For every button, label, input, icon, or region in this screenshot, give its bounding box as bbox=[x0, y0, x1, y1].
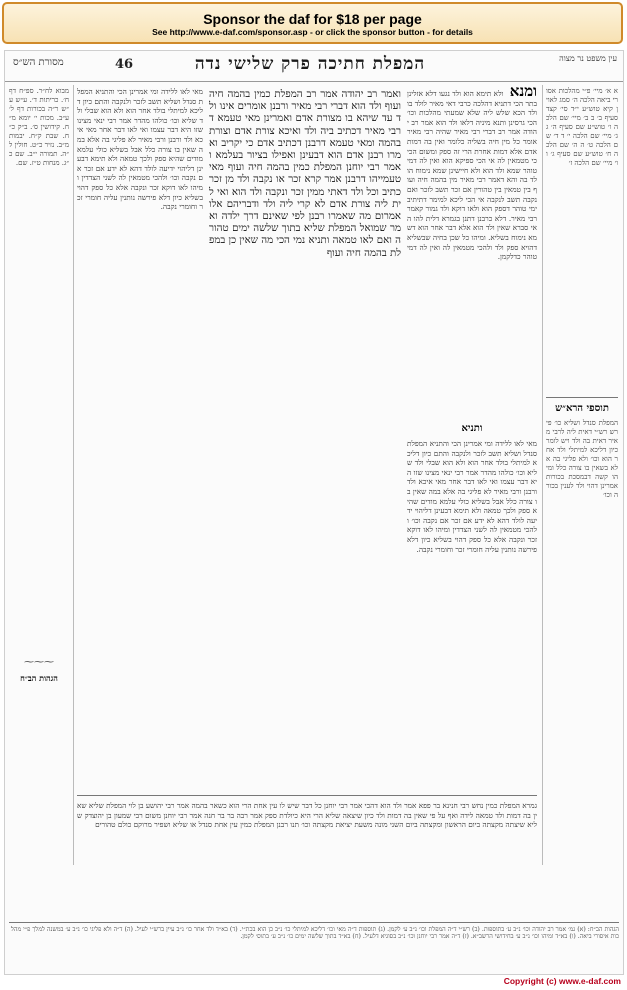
rashi-continuation-text: מאי לאו ללידה ומי אמרינן הכי והתניא המפלת סנדל ושליא תשב לזכר ולנקבה והתם כיון דליכא למיתלי בולד אחר הוא ולא הוא שבלי ולד שליא וכו׳ כולהו מהדר אמר רבי ינאי מצינו שזו היא דבר עצמו ואי לאו דבר אחר מאי איכא ולד ורבנן ורבי מאיר לא פליגי בה אלא במה שאין בו צורה כלל אבל בשליא כולי עלמא מודים שהיא ספק ולכך טמאה ולא תימא דבעינן דליהוי ידיעה לולד דהא לא ידע אם זכר אם נקבה וכו׳ ולהכי מטמאין לה לשני הצדדין ומיהו לאו דוקא זכר ונקבה אלא כל ספק דהוי בשליא כיון דלא פירשה נותנין עליה חומרי זכר וחומרי נקבה. bbox=[407, 439, 537, 554]
footnotes-divider bbox=[9, 922, 619, 923]
rashi-column bbox=[407, 87, 537, 417]
tosafot-harosh-text: המפלת סנדל ושליא כו׳ פירש רש״י דאית ליה לרבי מאיר דאית בה ולד ויש לומר כיון דליכא למיתלי ולד אחר הוא וכו׳ ולא פליגי בה אלא בשאין בו צורה כלל ומיהו קשה דבמסכת בכורות אמרינן דהוי ולד לענין בכורה וכו׳ bbox=[546, 419, 618, 499]
right-margin-column bbox=[546, 87, 618, 387]
rashi-continuation-column bbox=[407, 439, 537, 849]
masoret-hashas-label: מסורת הש״ס bbox=[13, 57, 64, 68]
left-margin-column bbox=[9, 87, 69, 857]
copyright-link[interactable]: Copyright (c) www.e-daf.com bbox=[503, 976, 621, 986]
rashi-lead-word: ומנא bbox=[509, 87, 537, 100]
page-header bbox=[5, 51, 623, 82]
talmud-page bbox=[4, 50, 624, 975]
bottom-section bbox=[77, 801, 537, 919]
tosafot-harosh-heading: תוספי הרא״ש bbox=[555, 403, 609, 414]
tosafot-text: מאי לאו ללידה ומי אמרינן הכי והתניא המפלת סנדל ושליא תשב לזכר ולנקבה והתם כיון דליכא למיתלי בולד אחר הוא ולא הוא שבלי ולד שליא וכו׳ כולהו מהדר אמר רבי ינאי מצינו שזו היא דבר עצמו ואי לאו דבר אחר מאי איכא ולד ורבנן ורבי מאיר לא פליגי בה אלא במה שאין בו צורה כלל אבל בשליא כולי עלמא מודים שהיא ספק ולכך טמאה ולא תימא דבעינן דליהוי ידיעה לולד דהא לא ידע אם זכר אם נקבה וכו׳ ולהכי מטמאין לה לשני הצדדין ומיהו לאו דוקא זכר ונקבה אלא כל ספק דהוי בשליא כיון דלא פירשה נותנין עליה חומרי זכר וחומרי נקבה. bbox=[77, 87, 203, 212]
tosafot-harosh-divider bbox=[546, 397, 618, 398]
main-text: ואמר רב יהודה אמר רב המפלת כמין בהמה חיה ועוף ולד הוא דברי רבי מאיר ורבנן אומרים אינו ולד עד שיהא בו מצורת אדם ואמרינן מאי טעמא דרבי מאיר דכתיב ביה ולד ואיכא צורת אדם וצורת בהמה ומאי טעמא דרבנן דכתיב אדם כי יקריב ואמרו רבנן אדם הוא דבעינן ואפילו בציור בעלמא ואמר רבי יוחנן המפלת כמין בהמה חיה ועוף מאי טעמייהו דרבנן אמר קרא זכר או נקבה ולד מן זכר כתיב וכל ולד דאתי ממין זכר ונקבה ולד הוא ואי לית ליה צורת אדם לא קרי ליה ולד ודבריהם אלו אמרום מה שאמרו רבנן לפי שאינם דרך ילדה ואמר שמואל המפלת שליא בתוך שלשה ימים טהורה ואם לאו טמאה ותניא נמי הכי מה שאין כן במפלת בהמה חיה ועוף bbox=[209, 89, 401, 259]
sponsor-banner[interactable] bbox=[2, 2, 623, 44]
vetanya-heading: ותניא bbox=[461, 423, 483, 434]
tosafot-column bbox=[77, 87, 203, 857]
right-margin-rule bbox=[542, 85, 543, 865]
bottom-section-text: גמרא המפלת כמין נחש רבי חנינא בר פפא אמר ולד הוא דהכי אמר רבי יוחנן כל דבר שיש לו עין אחת הרי הוא כשאר בהמה אמר רבי יהושע בן לוי המפלת שליא שאין בה דמות ולד טמאה לידה ואף על פי שאין בה דמות ולד כיון שיצאה שליא הרי היא כיולדת ספק אמר רבה בר בר חנה אמר רבי יוחנן משום רבי שמעון בן יהוצדק שליא שיצתה מקצתה ביום הראשון ומקצתה ביום השני מונה משעת יציאת מקצתה וכו׳ תנו רבנן המפלת כמין עין אחת סנדל או שליא ושפיר מרוקם כולם טהורים bbox=[77, 801, 537, 830]
sponsor-subtitle[interactable]: See http://www.e-daf.com/sponsor.asp - or click the sponsor button - for details bbox=[152, 27, 473, 37]
footnotes: הגהות הב״ח: (א) גמ׳ אמר רב יהודה וכו׳ נ״ב ע׳ בתוספות. (ב) רש״י ד״ה המפלת וכו׳ נ״ב ע׳ לקמן. (ג) תוספות ד״ה מאי וכו׳ דליכא למיתלי כו׳ נ״ב כן הוא בכת״י. (ד) בא״ד ולד אחר כו׳ נ״ב עיין ברש״י לעיל. (ה) ד״ה ולא פליגי כו׳ נ״ב ע׳ במשנה למלך פ״י מהלכות איסורי ביאה. (ו) בא״ד ומיהו וכו׳ נ״ב ע׳ בחידושי הרשב״א. (ז) ד״ה אמר רבי יוחנן וכו׳ נ״ב בסוגיא דלעיל. (ח) בא״ד בתוך שלשה ימים כו׳ נ״ב ע׳ בתוס׳ לקמן. bbox=[11, 926, 619, 941]
right-margin-text: א א׳ מיי׳ פ״י מהלכות אסורי ביאה הלכה ה׳ סמג לאוין קיא טוש״ע י״ד סי׳ קצד סעיף ב׳ ב ב׳ מיי׳ שם הלכה ו׳ טוש״ע שם סעיף ה׳ ג ג׳ מיי׳ שם הלכה י׳ ד ד׳ שם הלכה ט׳ ה ה׳ שם הלכה ח׳ טוש״ע שם סעיף ג׳ ו ו׳ מיי׳ שם הלכה ז׳ bbox=[546, 87, 618, 167]
rashi-text: ולא תימא הוא ולד נגעו דלא אזלינן בתר הכי דתניא דהלכה כרבי דאי מאיר לולד בוולד הכא שלש ליה שלא שמעתי מהלכות וכו׳ הכי גרסינן ותנא מיניה דלאו ולד הוא אמר רב יהודה אמר רב דברי רבי מאיר שהיה רבי מאיר אומר כל מין חיה בשליה כלומר ואין בה דמות אדם אלא דמות אחרת הרי זה ספק ומשום הכי כי מטמאין לה אי הכי ספיקא הוא ואין לה דמי טוהר שמא ולד הוא ולא חיישינן שמא נימוח הולד בה והא דאמר רבי מאיר מין בהמה חיה ועוף בין טמאין בין טהורין אם זכר תשב לזכר ואם נקבה תשב לנקבה אי הכי ליכא למימר דתיתיב ימי טוהר דספק הוא ולאו דוקא ולד גמור קאמר רבי מאיר. דלא כרבנן דתנן בגמרא דלית להו האי סברא שאין ולד הוא אלא דבר אחר הוא דשמא נימוח בשליא. ומיהו כל שכן בחיה שבשליא דהויא ספק ולד ולהכי מטמאין לה ואין לה דמי טוהר כדלקמן. bbox=[407, 89, 537, 262]
main-text-bottom-divider bbox=[77, 795, 537, 796]
ornament-divider: ⁓⁓⁓ bbox=[24, 657, 54, 668]
left-margin-rule bbox=[73, 85, 74, 865]
main-text-column bbox=[209, 89, 401, 789]
hagahot-heading: הגהות הב״ח bbox=[20, 673, 58, 683]
left-margin-text: מבוא לח״ר. ספ״ח דף ח׳. כריתות ד׳. ע״ש ע״ש ר״ה בכורות דף ל׳ ע״ב. מכות י׳ יומא מ״ח. קידושין ס׳. ב״ק כ״ח. שבת ק״ח. יבמות מ״ב. נזיר כ״ט. חולין ל״ה. תמורה י״ב. שם כ״ג. מנחות ט״ז. שם. bbox=[9, 87, 69, 167]
page-number: 46 bbox=[115, 57, 134, 72]
ein-mishpat-label: עין משפט נר מצוה bbox=[559, 54, 617, 63]
sponsor-title[interactable]: Sponsor the daf for $18 per page bbox=[203, 11, 422, 27]
chapter-title: המפלת חתיכה פרק שלישי נדה bbox=[194, 54, 426, 74]
tosafot-harosh-column bbox=[546, 419, 618, 859]
